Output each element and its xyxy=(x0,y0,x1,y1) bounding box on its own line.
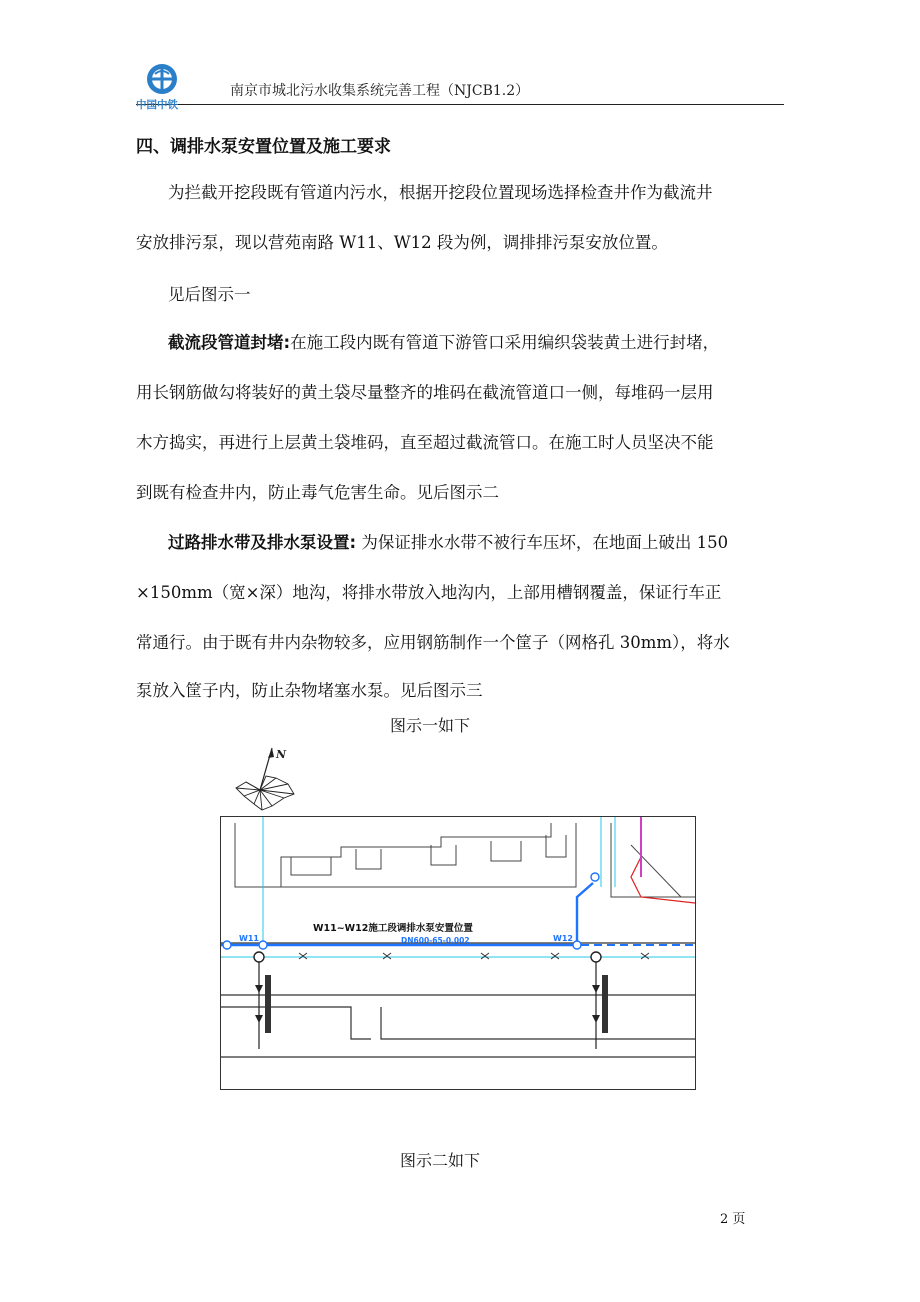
section-heading: 四、调排水泵安置位置及施工要求 xyxy=(136,137,391,157)
page-number: 2 页 xyxy=(720,1212,746,1227)
north-label: N xyxy=(276,748,287,761)
china-railway-logo-icon xyxy=(136,62,198,112)
paragraph-4-line-2: ×150mm（宽×深）地沟，将排水带放入地沟内，上部用槽钢覆盖，保证行车正 xyxy=(136,583,722,602)
drain-hoses xyxy=(259,962,596,1049)
building-outlines xyxy=(235,823,695,897)
paragraph-4-text: 为保证排水水带不被行车压坏，在地面上破出 150 xyxy=(356,533,729,552)
road-edges xyxy=(221,943,695,1057)
paragraph-3-line-2: 用长钢筋做勾将装好的黄土袋尽量整齐的堆码在截流管道口一侧，每堆码一层用 xyxy=(136,383,714,402)
paragraph-2: 见后图示一 xyxy=(168,285,251,304)
well-markers xyxy=(223,873,601,962)
paragraph-3-text: 在施工段内既有管道下游管口采用编织袋装黄土进行封堵， xyxy=(290,333,720,352)
figure-1-caption: 图示一如下 xyxy=(390,716,471,735)
page-header xyxy=(136,62,784,111)
hose-label-blocks xyxy=(265,975,608,1033)
hose-arrows xyxy=(255,985,600,1023)
header-title: 南京市城北污水收集系统完善工程（NJCB1.2） xyxy=(230,83,530,99)
well-label-w12: W12 xyxy=(553,934,573,943)
paragraph-3-line-3: 木方捣实，再进行上层黄土袋堆码，直至超过截流管口。在施工时人员坚决不能 xyxy=(136,433,714,452)
paragraph-4-label: 过路排水带及排水泵设置: xyxy=(168,533,357,552)
figure-2-caption: 图示二如下 xyxy=(400,1151,481,1170)
paragraph-4-line-3: 常通行。由于既有井内杂物较多，应用钢筋制作一个筐子（网格孔 30mm），将水 xyxy=(136,633,730,652)
paragraph-1-line-1: 为拦截开挖段既有管道内污水，根据开挖段位置现场选择检查井作为截流井 xyxy=(168,183,713,202)
pipe-label: DN600-65-0.002 xyxy=(401,936,470,945)
paragraph-4-line-1 xyxy=(168,532,728,554)
paragraph-4-line-4: 泵放入筐子内，防止杂物堵塞水泵。见后图示三 xyxy=(136,681,483,700)
logo-text: 中国中铁 xyxy=(136,99,178,111)
plan-title: W11~W12施工段调排水泵安置位置 xyxy=(313,923,473,934)
north-arrow-icon xyxy=(232,744,304,816)
paragraph-3-line-4: 到既有检查井内，防止毒气危害生命。见后图示二 xyxy=(136,483,499,502)
well-label-w11: W11 xyxy=(239,934,259,943)
paragraph-3-line-1 xyxy=(168,332,719,354)
plan-drawing-svg xyxy=(221,817,695,1089)
paragraph-3-label: 截流段管道封堵: xyxy=(168,333,291,352)
paragraph-1-line-2: 安放排污泵，现以营苑南路 W11、W12 段为例，调排排污泵安放位置。 xyxy=(136,233,668,252)
figure-1-plan-drawing xyxy=(220,816,696,1090)
